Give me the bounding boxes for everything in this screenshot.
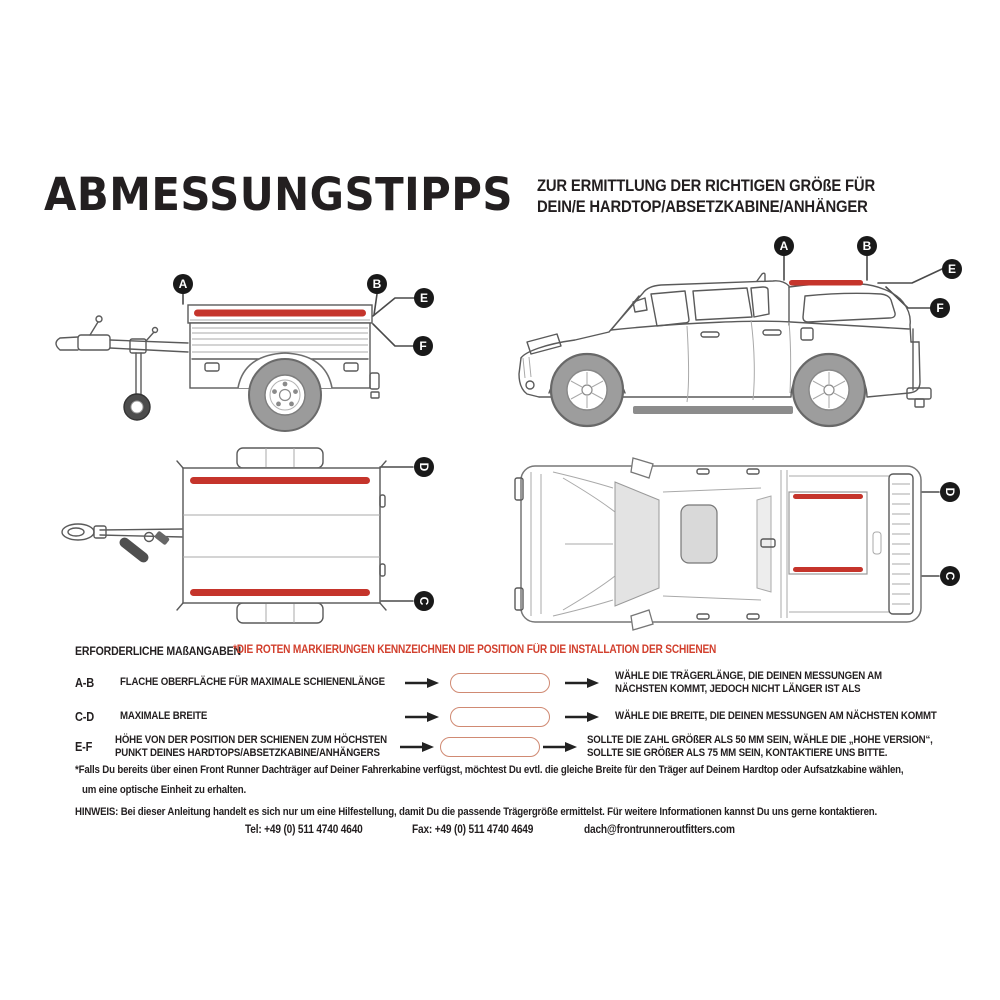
marker-c-trailer-top: C bbox=[414, 591, 434, 611]
marker-e-truck-side: E bbox=[942, 259, 962, 279]
truck-top-drawing bbox=[505, 448, 970, 638]
marker-d-truck-top: D bbox=[940, 482, 960, 502]
measurements-heading-text: ERFORDERLICHE MAßANGABEN bbox=[75, 644, 241, 658]
arrow-right-icon bbox=[565, 678, 599, 688]
measurement-entry-pill bbox=[450, 707, 550, 727]
arrow-right-icon bbox=[405, 712, 439, 722]
marker-f-trailer-side: F bbox=[413, 336, 433, 356]
red-markings-note bbox=[233, 644, 782, 656]
row-result-line: WÄHLE DIE BREITE, DIE DEINEN MESSUNGEN AM NÄCHSTEN KOMMT bbox=[614, 710, 937, 722]
row-desc-line: PUNKT DEINES HARDTOPS/ABSETZKABINE/ANHÄNGERS bbox=[115, 747, 380, 759]
marker-a-trailer-side: A bbox=[173, 274, 193, 294]
truck-side-drawing bbox=[505, 230, 970, 445]
marker-b-truck-side: B bbox=[857, 236, 877, 256]
subtitle-line-2: DEIN/E HARDTOP/ABSETZKABINE/ANHÄNGER bbox=[537, 198, 868, 216]
marker-a-truck-side: A bbox=[774, 236, 794, 256]
hinweis-note bbox=[75, 806, 986, 819]
contact-line bbox=[0, 824, 1000, 836]
measurement-entry-pill bbox=[450, 673, 550, 693]
footnote-line-1: *Falls Du bereits über einen Front Runner Dachträger auf Deiner Fahrerkabine verfügst, möchtest Du evtl. die gleiche Breite für den Träger auf Deinem Hardtop oder Aufsatzkabine wählen, bbox=[75, 764, 904, 776]
row-result-line: WÄHLE DIE TRÄGERLÄNGE, DIE DEINEN MESSUNGEN AM bbox=[615, 669, 882, 682]
arrow-right-icon bbox=[543, 742, 577, 752]
footnote-line-2: um eine optische Einheit zu erhalten. bbox=[82, 784, 246, 796]
marker-f-truck-side: F bbox=[930, 298, 950, 318]
row-result-line: SOLLTE DIE ZAHL GRÖßER ALS 50 MM SEIN, WÄHLE DIE „HOHE VERSION“, bbox=[587, 734, 933, 746]
marker-b-trailer-side: B bbox=[367, 274, 387, 294]
measure-row-ab bbox=[75, 666, 980, 699]
red-markings-note-text: *DIE ROTEN MARKIERUNGEN KENNZEICHNEN DIE POSITION FÜR DIE INSTALLATION DER SCHIENEN bbox=[233, 644, 717, 656]
row-key: E-F bbox=[75, 740, 93, 754]
page-subtitle bbox=[537, 176, 913, 218]
row-desc-line: FLACHE OBERFLÄCHE FÜR MAXIMALE SCHIENENLÄNGE bbox=[120, 676, 385, 688]
trailer-top-drawing bbox=[40, 440, 460, 640]
row-result-line: SOLLTE SIE GRÖßER ALS 75 MM SEIN, KONTAKTIERE UNS BITTE. bbox=[587, 747, 888, 759]
row-key: C-D bbox=[75, 709, 95, 724]
measurement-entry-pill bbox=[440, 737, 540, 757]
trailer-side-drawing bbox=[40, 255, 460, 455]
contact-email: dach@frontrunneroutfitters.com bbox=[584, 824, 735, 836]
measure-row-ef bbox=[75, 728, 980, 766]
marker-d-trailer-top: D bbox=[414, 457, 434, 477]
page-title: ABMESSUNGSTIPPS bbox=[44, 168, 514, 221]
contact-fax: Fax: +49 (0) 511 4740 4649 bbox=[412, 824, 534, 836]
contact-tel: Tel: +49 (0) 511 4740 4640 bbox=[244, 824, 363, 836]
marker-c-truck-top: C bbox=[940, 566, 960, 586]
asterisk-footnote bbox=[75, 764, 1000, 777]
arrow-right-icon bbox=[565, 712, 599, 722]
arrow-right-icon bbox=[405, 678, 439, 688]
subtitle-line-1: ZUR ERMITTLUNG DER RICHTIGEN GRÖßE FÜR bbox=[537, 177, 876, 195]
row-desc-line: HÖHE VON DER POSITION DER SCHIENEN ZUM HÖCHSTEN bbox=[115, 734, 388, 746]
marker-e-trailer-side: E bbox=[414, 288, 434, 308]
arrow-right-icon bbox=[400, 742, 434, 752]
row-key: A-B bbox=[75, 675, 95, 690]
row-desc-line: MAXIMALE BREITE bbox=[119, 710, 208, 722]
asterisk-footnote-line2 bbox=[82, 784, 268, 797]
row-result-line: NÄCHSTEN KOMMT, JEDOCH NICHT LÄNGER IST ALS bbox=[615, 682, 861, 695]
hinweis-text: HINWEIS: Bei dieser Anleitung handelt es sich nur um eine Hilfestellung, damit Du die passende Trägergröße ermittelst. Für weitere Informationen kannst Du uns gerne kontaktieren. bbox=[75, 806, 878, 818]
